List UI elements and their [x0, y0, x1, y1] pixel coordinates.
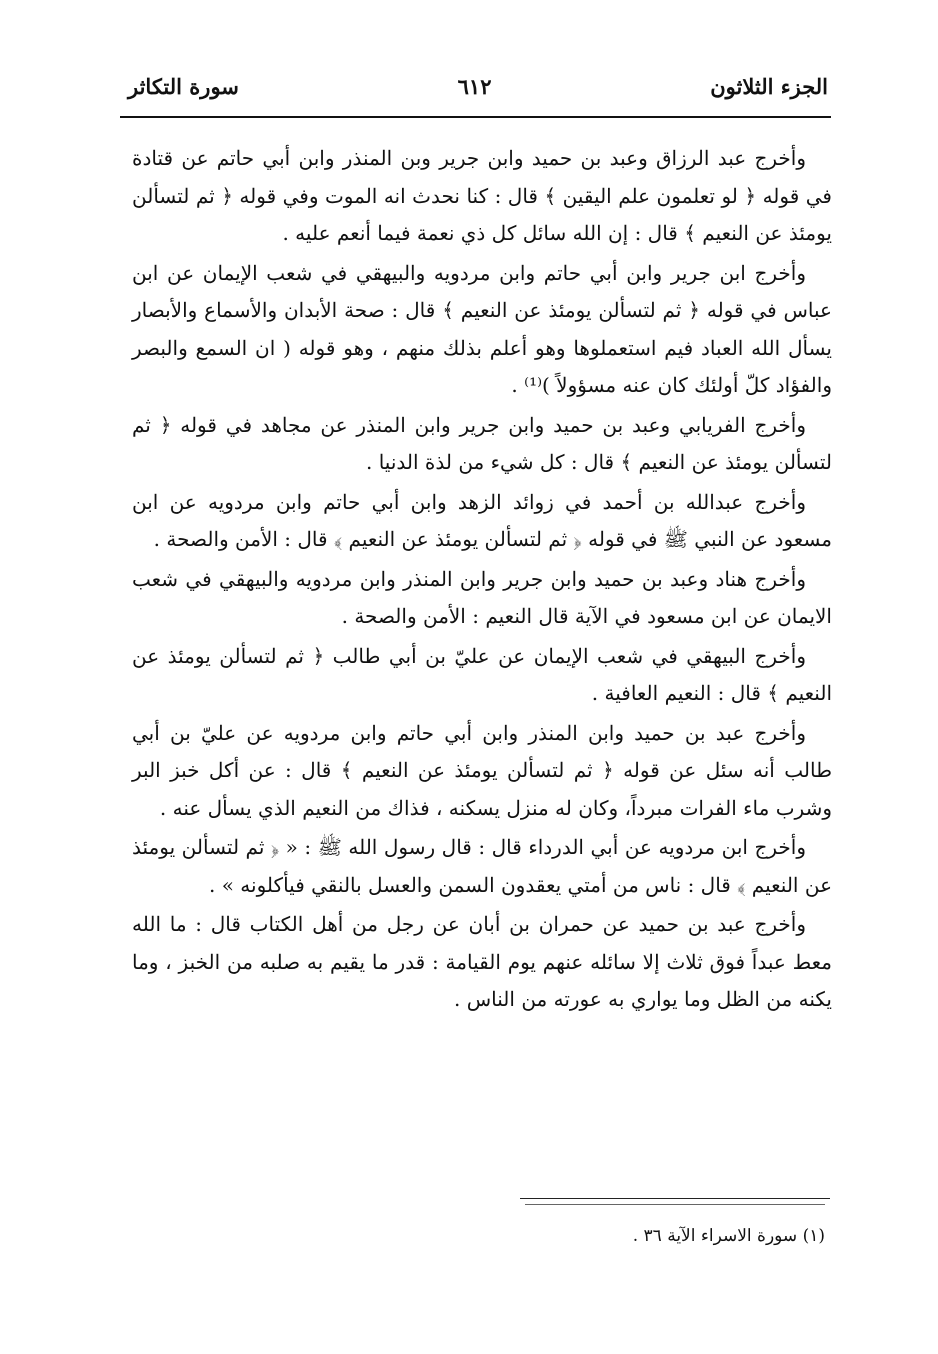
paragraph: وأخرج عبدالله بن أحمد في زوائد الزهد وابن أبي حاتم وابن مردويه عن ابن مسعود عن النبي ﷺ في قوله ﴿ ثم لتسألن يومئذ عن النعيم ﴾ قال : الأمن والصحة .	[132, 489, 832, 551]
paragraph: وأخرج ابن جرير وابن أبي حاتم وابن مردويه والبيهقي في شعب الإيمان عن ابن عباس في قوله ﴿ ثم لتسألن يومئذ عن النعيم ﴾ قال : صحة الأبدان والأسماع والأبصار يسأل الله العباد فيم استعملوها وهو أعلم بذلك منهم ، وهو قوله ( ان السمع والبصر والفؤاد كلّ أولئك كان عنه مسؤولاً )⁽¹⁾ .	[132, 260, 832, 397]
running-header	[128, 66, 828, 106]
paragraph: وأخرج عبد الرزاق وعبد بن حميد وابن جرير وبن المنذر وابن أبي حاتم عن قتادة في قوله ﴿ لو تعلمون علم اليقين ﴾ قال : كنا نحدث انه الموت وفي قوله ﴿ ثم لتسألن يومئذ عن النعيم ﴾ قال : إن الله سائل كل ذي نعمة فيما أنعم عليه .	[132, 146, 832, 245]
footnote: (١) سورة الاسراء الآية ٣٦ .	[632, 1226, 825, 1246]
surah-title: سورة التكاثر	[128, 73, 239, 99]
paragraph: وأخرج عبد بن حميد عن حمران بن أبان عن رجل من أهل الكتاب قال : ما الله معط عبداً فوق ثلاث إلا سائله عنهم يوم القيامة : قدر ما يقيم به صلبه من الخبز ، وما يكنه من الظل وما يواري به عورته من الناس .	[132, 912, 832, 1011]
footnote-divider-secondary	[525, 1204, 825, 1205]
page-number: ٦١٢	[457, 73, 492, 99]
paragraph: وأخرج ابن مردويه عن أبي الدرداء قال : قال رسول الله ﷺ : « ﴿ ثم لتسألن يومئذ عن النعيم ﴾ قال : ناس من أمتي يعقدون السمن والعسل بالنقي فيأكلونه » .	[132, 835, 832, 897]
header-divider	[120, 116, 831, 118]
paragraph: وأخرج الفريابي وعبد بن حميد وابن جرير وابن المنذر عن مجاهد في قوله ﴿ ثم لتسألن يومئذ عن النعيم ﴾ قال : كل شيء من لذة الدنيا .	[132, 412, 832, 474]
part-title: الجزء الثلاثون	[710, 73, 828, 99]
paragraph: وأخرج عبد بن حميد وابن المنذر وابن أبي حاتم وابن مردويه عن عليّ بن أبي طالب أنه سئل عن قوله ﴿ ثم لتسألن يومئذ عن النعيم ﴾ قال : عن أكل خبز البر وشرب ماء الفرات مبرداً، وكان له منزل يسكنه ، فذاك من النعيم الذي يسأل عنه .	[132, 720, 832, 820]
footnote-divider	[520, 1198, 830, 1199]
paragraph: وأخرج هناد وعبد بن حميد وابن جرير وابن المنذر وابن مردويه والبيهقي في شعب الايمان عن ابن مسعود في الآية قال النعيم : الأمن والصحة .	[132, 566, 832, 628]
main-text	[132, 140, 832, 1021]
paragraph: وأخرج البيهقي في شعب الإيمان عن عليّ بن أبي طالب ﴿ ثم لتسألن يومئذ عن النعيم ﴾ قال : النعيم العافية .	[132, 643, 832, 705]
